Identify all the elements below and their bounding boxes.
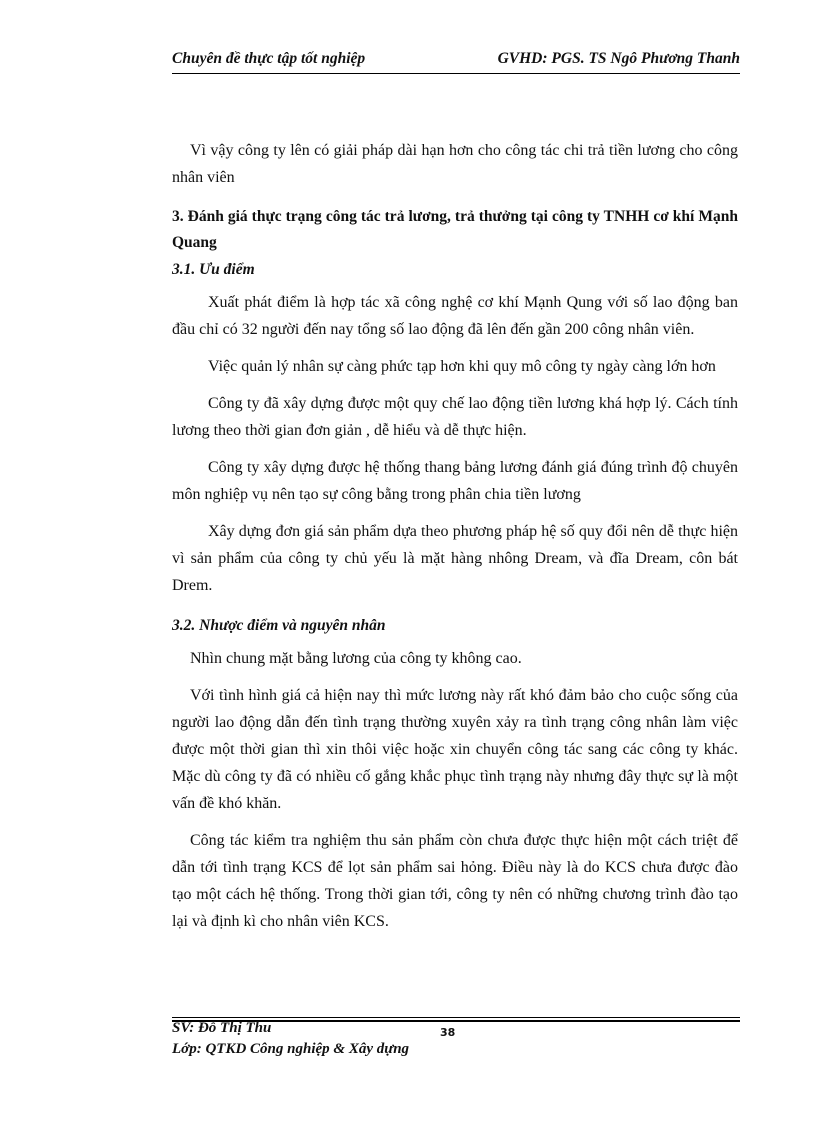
paragraph-overview: Nhìn chung mặt bằng lương của công ty không cao. bbox=[190, 650, 522, 667]
paragraph-intro: Vì vậy công ty lên có giải pháp dài hạn hơn cho công tác chi trả tiền lương cho công nhân viên bbox=[172, 142, 738, 186]
header-divider bbox=[172, 73, 740, 74]
header-title: Chuyên đề thực tập tốt nghiệp bbox=[172, 50, 366, 67]
paragraph-unit-price: Xây dựng đơn giá sản phẩm dựa theo phương pháp hệ số quy đổi nên dễ thực hiện vì sản phẩm của công ty chủ yếu là mặt hàng nhông Dream, và đĩa Dream, côn bát Drem. bbox=[172, 523, 738, 594]
paragraph-hr-management: Việc quản lý nhân sự càng phức tạp hơn khi quy mô công ty ngày càng lớn hơn bbox=[208, 358, 716, 375]
paragraph-wage-policy: Công ty đã xây dựng được một quy chế lao động tiền lương khá hợp lý. Cách tính lương theo thời gian đơn giản , dễ hiểu và dễ thực hiện. bbox=[172, 395, 738, 439]
paragraph-quality-control: Công tác kiểm tra nghiệm thu sản phẩm còn chưa được thực hiện một cách triệt để dẫn tới tình trạng KCS để lọt sản phẩm sai hỏng. Điều này là do KCS chưa được đào tạo một cách hệ thống. Trong thời gian tới, công ty nên có những chương trình đào tạo lại và định kì cho nhân viên KCS. bbox=[172, 832, 738, 930]
page-number: 38 bbox=[440, 1026, 456, 1039]
paragraph-origin: Xuất phát điểm là hợp tác xã công nghệ cơ khí Mạnh Qung với số lao động ban đầu chỉ có 32 người đến nay tổng số lao động đã lên đến gần 200 công nhân viên. bbox=[172, 294, 738, 338]
paragraph-wage-scale: Công ty xây dựng được hệ thống thang bảng lương đánh giá đúng trình độ chuyên môn nghiệp vụ nên tạo sự công bằng trong phân chia tiền lương bbox=[172, 459, 738, 503]
footer-class: Lớp: QTKD Công nghiệp & Xây dựng bbox=[172, 1041, 410, 1057]
header-advisor: GVHD: PGS. TS Ngô Phương Thanh bbox=[497, 50, 740, 67]
section-3-1-heading: 3.1. Ưu điểm bbox=[172, 261, 255, 278]
section-3-2-heading: 3.2. Nhược điểm và nguyên nhân bbox=[172, 617, 386, 634]
document-body bbox=[172, 137, 738, 935]
paragraph-cost-of-living: Với tình hình giá cả hiện nay thì mức lương này rất khó đảm bảo cho cuộc sống của người lao động dẫn đến tình trạng thường xuyên xảy ra tình trạng công nhân làm việc được một thời gian thì xin thôi việc hoặc xin chuyển công tác sang các công ty khác. Mặc dù công ty đã có nhiều cố gắng khắc phục tình trạng này nhưng đây thực sự là một vấn đề khó khăn. bbox=[172, 687, 738, 812]
section-3-heading: 3. Đánh giá thực trạng công tác trả lương, trả thưởng tại công ty TNHH cơ khí Mạnh Quang bbox=[172, 208, 738, 251]
footer-student: SV: Đỗ Thị Thu bbox=[172, 1020, 272, 1036]
footer-divider-thin bbox=[172, 1017, 740, 1018]
page-header bbox=[172, 50, 740, 68]
